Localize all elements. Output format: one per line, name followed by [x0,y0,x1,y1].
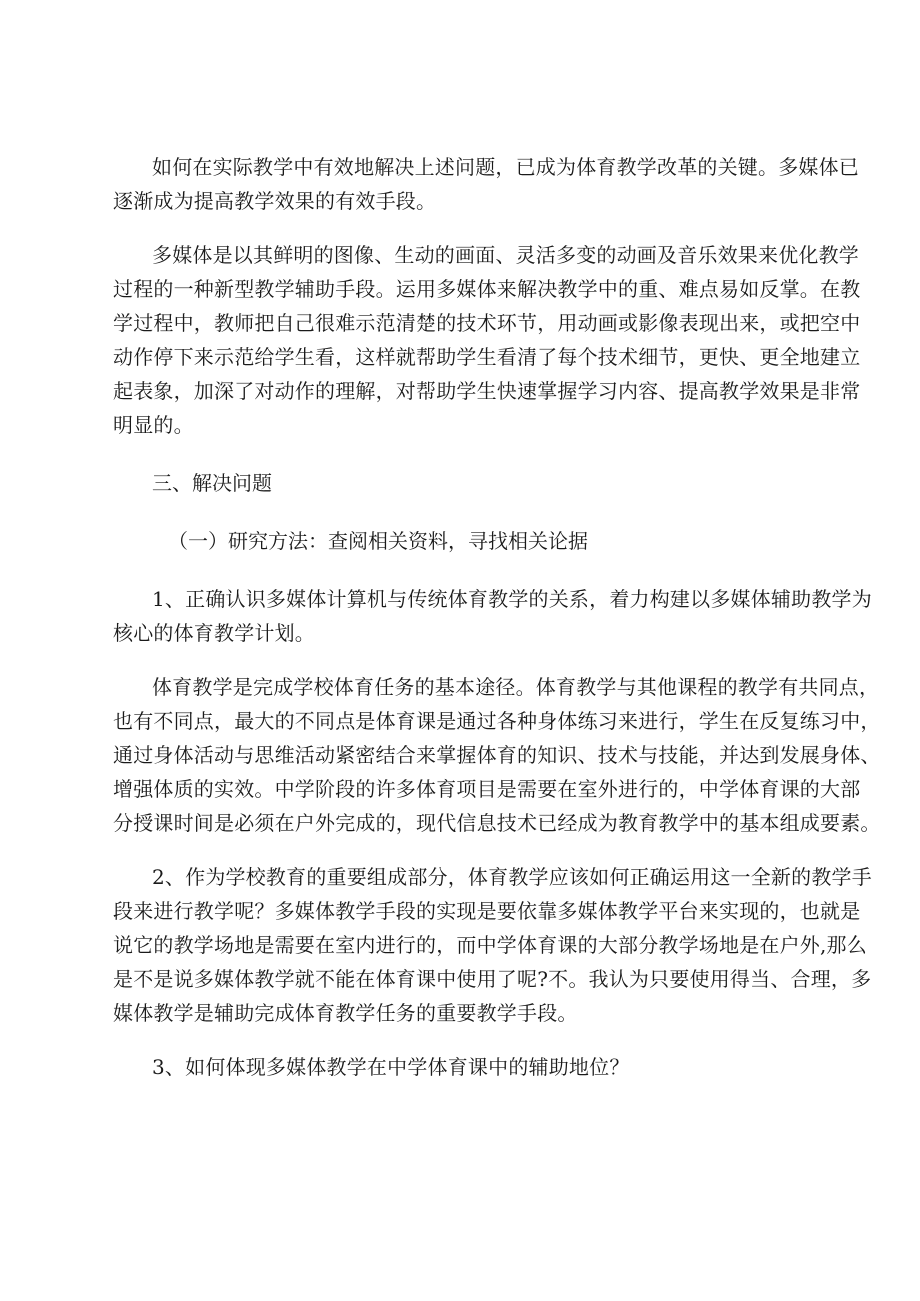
text-line: 增强体质的实效。中学阶段的许多体育项目是需要在室外进行的，中学体育课的大部 [113,777,861,801]
text-line: 起表象，加深了对动作的理解，对帮助学生快速掌握学习内容、提高教学效果是非常 [113,379,861,403]
section-heading [152,466,816,500]
heading-research-method: （一）研究方法：查阅相关资料，寻找相关论据 [168,529,588,553]
paragraph-point-3 [152,1050,816,1084]
text-line: 明显的。 [113,413,194,437]
text-line: 2、作为学校教育的重要组成部分，体育教学应该如何正确运用这一全新的教学手 [152,865,872,889]
text-line: 核心的体育教学计划。 [113,621,315,645]
text-line: 也有不同点，最大的不同点是体育课是通过各种身体练习来进行，学生在反复练习中， [113,709,881,733]
text-line: 学过程中，教师把自己很难示范清楚的技术环节，用动画或影像表现出来，或把空中 [113,311,861,335]
subsection-heading [152,524,816,558]
text-line: 过程的一种新型教学辅助手段。运用多媒体来解决教学中的重、难点易如反掌。在教 [113,277,861,301]
text-line: 逐渐成为提高教学效果的有效手段。 [113,189,437,213]
paragraph-pe-teaching [113,670,881,840]
text-line: 如何在实际教学中有效地解决上述问题，已成为体育教学改革的关键。多媒体已 [152,155,859,179]
text-line: 媒体教学是辅助完成体育教学任务的重要教学手段。 [113,1001,578,1025]
text-line: 1、正确认识多媒体计算机与传统体育教学的关系，着力构建以多媒体辅助教学为 [152,587,872,611]
text-line: 分授课时间是必须在户外完成的，现代信息技术已经成为教育教学中的基本组成要素。 [113,811,881,835]
text-line: 通过身体活动与思维活动紧密结合来掌握体育的知识、技术与技能，并达到发展身体、 [113,743,881,767]
text-line: 动作停下来示范给学生看，这样就帮助学生看清了每个技术细节，更快、更全地建立 [113,345,861,369]
document-page [113,150,881,1084]
paragraph-multimedia [113,238,861,442]
text-line: 多媒体是以其鲜明的图像、生动的画面、灵活多变的动画及音乐效果来优化教学 [152,243,859,267]
paragraph-intro [113,150,859,218]
text-line: 3、如何体现多媒体教学在中学体育课中的辅助地位？ [152,1055,630,1079]
paragraph-point-1 [113,582,872,650]
heading-solve-problems: 三、解决问题 [152,471,272,495]
text-line: 是不是说多媒体教学就不能在体育课中使用了呢?不。我认为只要使用得当、合理，多 [113,967,872,991]
paragraph-point-2 [113,860,872,1030]
text-line: 说它的教学场地是需要在室内进行的，而中学体育课的大部分教学场地是在户外,那么 [113,933,867,957]
text-line: 体育教学是完成学校体育任务的基本途径。体育教学与其他课程的教学有共同点， [152,675,880,699]
text-line: 段来进行教学呢？多媒体教学手段的实现是要依靠多媒体教学平台来实现的，也就是 [113,899,861,923]
